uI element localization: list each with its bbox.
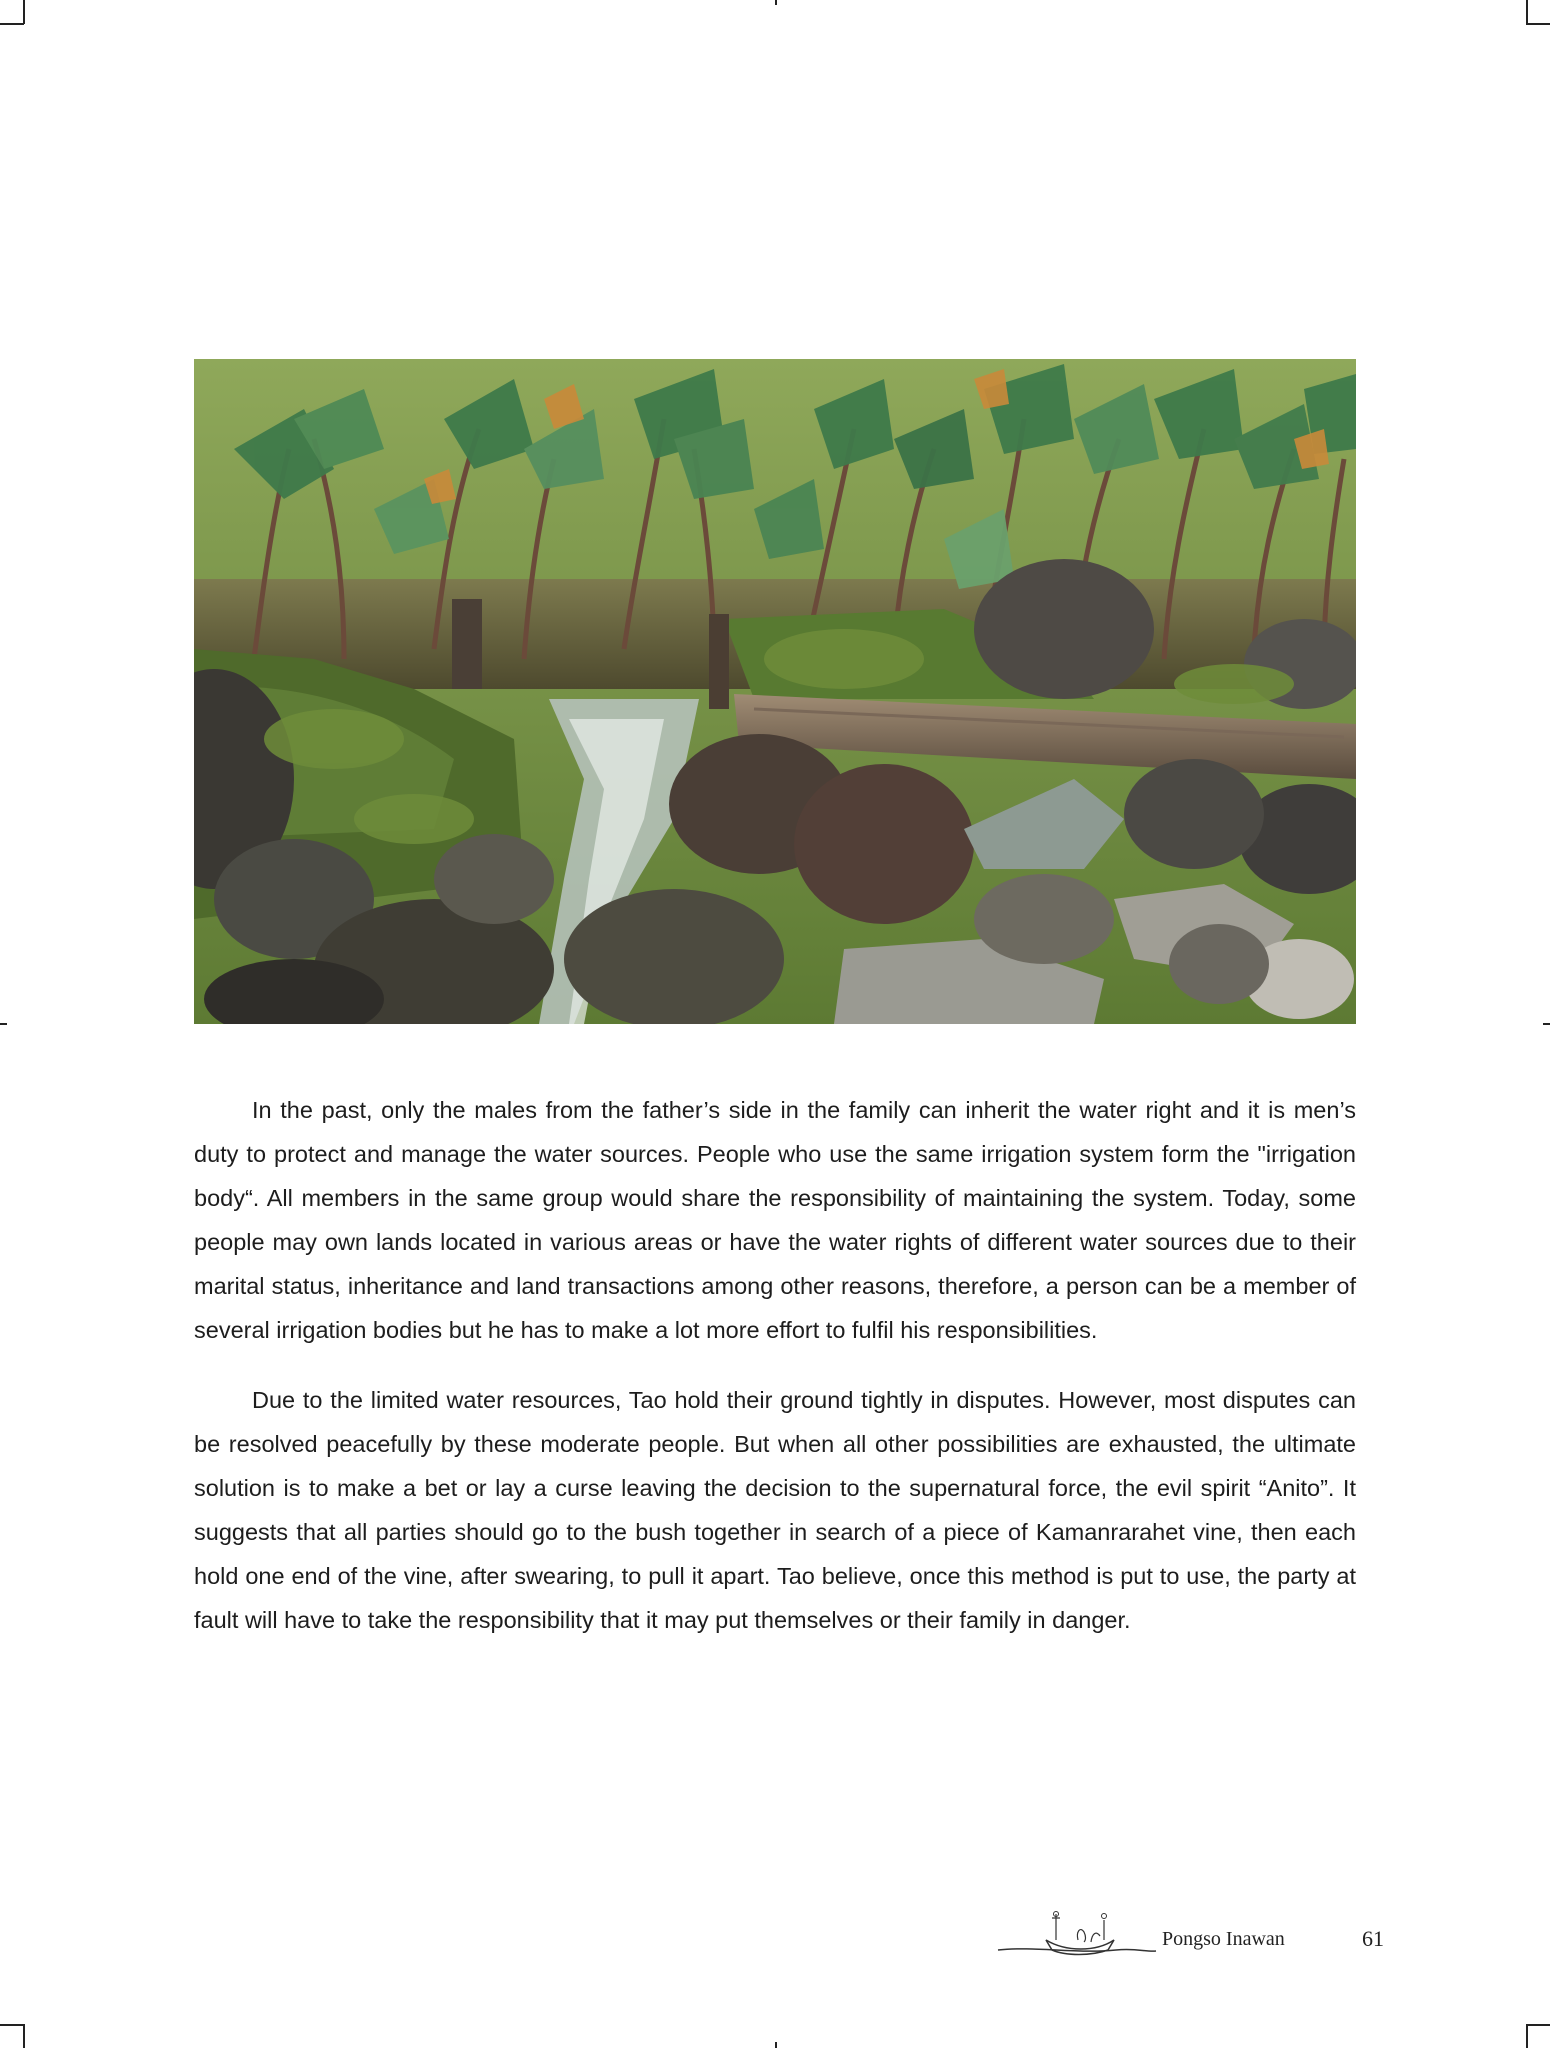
crop-mark-bottom-right-h — [1526, 2024, 1550, 2026]
crop-mark-top-right-v — [1526, 0, 1528, 24]
crop-mark-bottom-center — [775, 2042, 777, 2048]
crop-mark-top-left-h — [0, 23, 24, 25]
page-number: 61 — [1362, 1926, 1384, 1951]
crop-mark-top-right-h — [1526, 23, 1550, 25]
body-text — [194, 1088, 1356, 1668]
crop-mark-top-left-v — [23, 0, 25, 24]
canoe-logo-icon — [996, 1910, 1158, 1960]
crop-mark-top-center — [775, 0, 777, 5]
crop-mark-right-middle — [1543, 1023, 1550, 1025]
paragraph-disputes: Due to the limited water resources, Tao hold their ground tightly in disputes. However, most disputes can be resolved peacefully by these moderate people. But when all other possibilities are exhausted, the ultimate solution is to make a bet or lay a curse leaving the decision to the supernatural force, the evil spirit “Anito”. It suggests that all parties should go to the bush together in search of a piece of Kamanrarahet vine, then each hold one end of the vine, after swearing, to pull it apart. Tao believe, once this method is put to use, the party at fault will have to take the responsibility that it may put themselves or their family in danger. — [194, 1387, 1356, 1633]
crop-mark-bottom-right-v — [1526, 2024, 1528, 2048]
taro-field-irrigation-photo — [194, 359, 1356, 1024]
crop-mark-bottom-left-v — [23, 2024, 25, 2048]
crop-mark-bottom-left-h — [0, 2024, 24, 2026]
paragraph-water-rights: In the past, only the males from the father’s side in the family can inherit the water right and it is men’s duty to protect and manage the water sources. People who use the same irrigation system form the "irrigation body“. All members in the same group would share the responsibility of maintaining the system. Today, some people may own lands located in various areas or have the water rights of different water sources due to their marital status, inheritance and land transactions among other reasons, therefore, a person can be a member of several irrigation bodies but he has to make a lot more effort to fulfil his responsibilities. — [194, 1097, 1356, 1343]
page-footer — [996, 1910, 1396, 1960]
book-title: Pongso Inawan — [1162, 1928, 1285, 1950]
crop-mark-left-middle — [0, 1023, 7, 1025]
